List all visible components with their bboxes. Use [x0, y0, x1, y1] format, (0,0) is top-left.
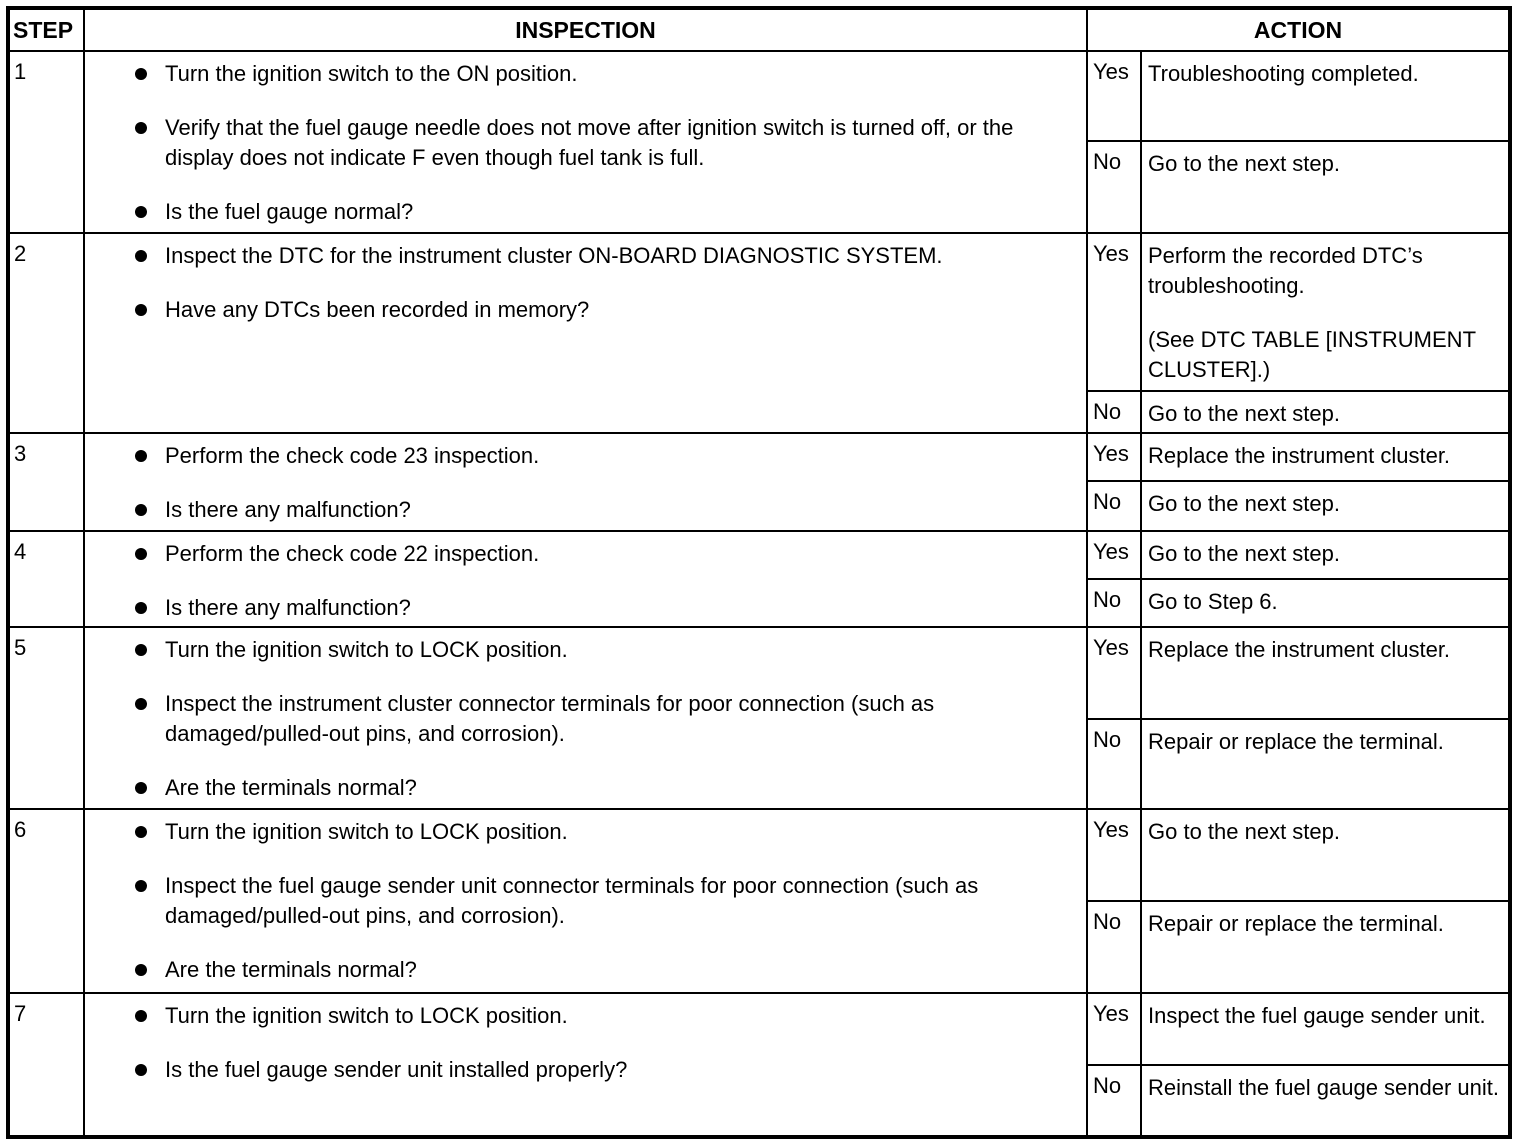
yes-label: Yes: [1087, 51, 1141, 141]
step-number: 7: [8, 993, 84, 1137]
bullet-icon: [135, 602, 147, 614]
yes-action: [1141, 531, 1510, 579]
no-action: [1141, 481, 1510, 531]
action-text: Reinstall the fuel gauge sender unit.: [1148, 1075, 1500, 1100]
no-label: No: [1087, 719, 1141, 809]
action-text: Replace the instrument cluster.: [1148, 443, 1451, 468]
step-number: 4: [8, 531, 84, 627]
inspection-list: [85, 441, 1076, 525]
no-action: [1141, 141, 1510, 233]
action-text: Go to Step 6.: [1148, 589, 1278, 614]
inspection-cell: [84, 993, 1087, 1137]
bullet-icon: [135, 450, 147, 462]
inspection-text: Inspect the instrument cluster connector terminals for poor connection (such as damaged/pulled-out pins, and corrosion).: [165, 691, 935, 746]
no-action: [1141, 579, 1510, 627]
inspection-text: Are the terminals normal?: [165, 957, 417, 982]
inspection-list: [85, 635, 1076, 803]
action-text: Troubleshooting completed.: [1148, 61, 1419, 86]
yes-action: [1141, 233, 1510, 391]
inspection-item: [165, 871, 1076, 931]
inspection-item: [165, 689, 1076, 749]
bullet-icon: [135, 122, 147, 134]
step-number: 1: [8, 51, 84, 233]
inspection-list: [85, 241, 1076, 325]
inspection-text: Is the fuel gauge sender unit installed properly?: [165, 1057, 628, 1082]
inspection-list: [85, 539, 1076, 623]
bullet-icon: [135, 250, 147, 262]
no-action: [1141, 901, 1510, 993]
yes-label: Yes: [1087, 433, 1141, 481]
bullet-icon: [135, 304, 147, 316]
bullet-icon: [135, 826, 147, 838]
inspection-text: Perform the check code 22 inspection.: [165, 541, 540, 566]
bullet-icon: [135, 1064, 147, 1076]
step-row: [8, 809, 1510, 901]
inspection-text: Is the fuel gauge normal?: [165, 199, 414, 224]
step-number: 2: [8, 233, 84, 433]
step-row: [8, 51, 1510, 141]
action-text: Perform the recorded DTC’s troubleshooting.: [1148, 243, 1423, 298]
yes-action: [1141, 809, 1510, 901]
action-text: Inspect the fuel gauge sender unit.: [1148, 1003, 1486, 1028]
inspection-text: Inspect the fuel gauge sender unit connector terminals for poor connection (such as damaged/pulled-out pins, and corrosion).: [165, 873, 979, 928]
inspection-cell: [84, 531, 1087, 627]
bullet-icon: [135, 206, 147, 218]
bullet-icon: [135, 548, 147, 560]
step-row: [8, 433, 1510, 481]
step-row: [8, 993, 1510, 1065]
inspection-text: Turn the ignition switch to the ON position.: [165, 61, 578, 86]
inspection-text: Perform the check code 23 inspection.: [165, 443, 540, 468]
inspection-text: Turn the ignition switch to LOCK position.: [165, 1003, 568, 1028]
bullet-icon: [135, 68, 147, 80]
bullet-icon: [135, 504, 147, 516]
action-reference: (See DTC TABLE [INSTRUMENT CLUSTER].): [1148, 327, 1476, 382]
yes-label: Yes: [1087, 233, 1141, 391]
bullet-icon: [135, 880, 147, 892]
inspection-item: [165, 593, 1076, 623]
inspection-text: Is there any malfunction?: [165, 595, 411, 620]
step-row: [8, 531, 1510, 579]
inspection-text: Have any DTCs been recorded in memory?: [165, 297, 590, 322]
inspection-cell: [84, 433, 1087, 531]
troubleshooting-table: [6, 6, 1512, 1139]
header-row: [8, 8, 1510, 51]
yes-action: [1141, 51, 1510, 141]
step-number: 6: [8, 809, 84, 993]
inspection-list: [85, 1001, 1076, 1085]
yes-label: Yes: [1087, 531, 1141, 579]
inspection-item: [165, 1001, 1076, 1031]
inspection-item: [165, 197, 1076, 227]
yes-label: Yes: [1087, 627, 1141, 719]
no-label: No: [1087, 141, 1141, 233]
inspection-cell: [84, 51, 1087, 233]
yes-label: Yes: [1087, 809, 1141, 901]
no-label: No: [1087, 391, 1141, 433]
action-text: Repair or replace the terminal.: [1148, 911, 1444, 936]
action-text: Replace the instrument cluster.: [1148, 637, 1451, 662]
action-text: Go to the next step.: [1148, 491, 1341, 516]
inspection-item: [165, 635, 1076, 665]
yes-action: [1141, 627, 1510, 719]
header-action: ACTION: [1087, 8, 1510, 51]
no-action: [1141, 1065, 1510, 1137]
action-text: Repair or replace the terminal.: [1148, 729, 1444, 754]
inspection-text: Turn the ignition switch to LOCK position.: [165, 637, 568, 662]
inspection-text: Verify that the fuel gauge needle does not move after ignition switch is turned off, or the display does not indicate F even though fuel tank is full.: [165, 115, 1014, 170]
yes-action: [1141, 433, 1510, 481]
action-text: Go to the next step.: [1148, 151, 1341, 176]
header-inspection: INSPECTION: [84, 8, 1087, 51]
step-number: 3: [8, 433, 84, 531]
inspection-text: Are the terminals normal?: [165, 775, 417, 800]
inspection-list: [85, 59, 1076, 227]
yes-label: Yes: [1087, 993, 1141, 1065]
bullet-icon: [135, 698, 147, 710]
bullet-icon: [135, 782, 147, 794]
inspection-item: [165, 539, 1076, 569]
inspection-text: Is there any malfunction?: [165, 497, 411, 522]
table-body: [8, 51, 1510, 1137]
inspection-item: [165, 295, 1076, 325]
inspection-item: [165, 817, 1076, 847]
action-text: Go to the next step.: [1148, 819, 1341, 844]
no-label: No: [1087, 1065, 1141, 1137]
inspection-cell: [84, 627, 1087, 809]
no-label: No: [1087, 481, 1141, 531]
inspection-item: [165, 955, 1076, 985]
step-row: [8, 627, 1510, 719]
inspection-item: [165, 495, 1076, 525]
inspection-item: [165, 1055, 1076, 1085]
bullet-icon: [135, 1010, 147, 1022]
no-label: No: [1087, 901, 1141, 993]
action-text: Go to the next step.: [1148, 401, 1341, 426]
inspection-list: [85, 817, 1076, 985]
inspection-item: [165, 241, 1076, 271]
step-number: 5: [8, 627, 84, 809]
header-step: STEP: [8, 8, 84, 51]
inspection-item: [165, 59, 1076, 89]
step-row: [8, 233, 1510, 391]
action-text: Go to the next step.: [1148, 541, 1341, 566]
troubleshooting-page: [6, 6, 1508, 1136]
bullet-icon: [135, 644, 147, 656]
inspection-item: [165, 441, 1076, 471]
inspection-item: [165, 113, 1076, 173]
inspection-cell: [84, 809, 1087, 993]
inspection-text: Inspect the DTC for the instrument cluster ON-BOARD DIAGNOSTIC SYSTEM.: [165, 243, 943, 268]
no-label: No: [1087, 579, 1141, 627]
inspection-cell: [84, 233, 1087, 433]
bullet-icon: [135, 964, 147, 976]
no-action: [1141, 391, 1510, 433]
yes-action: [1141, 993, 1510, 1065]
no-action: [1141, 719, 1510, 809]
inspection-text: Turn the ignition switch to LOCK position.: [165, 819, 568, 844]
inspection-item: [165, 773, 1076, 803]
